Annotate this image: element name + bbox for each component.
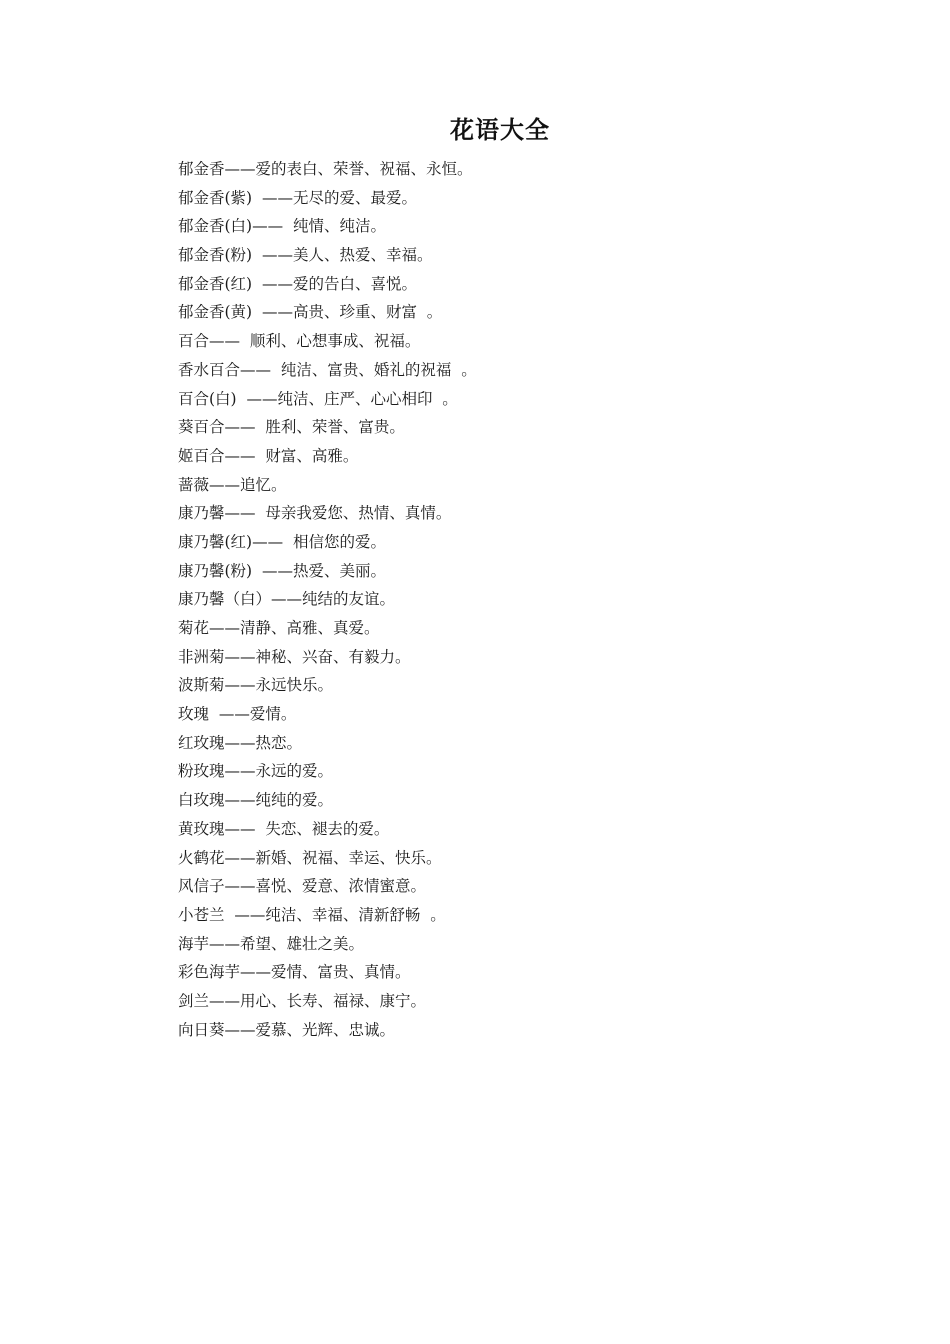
list-item: 康乃馨(粉) ——热爱、美丽。	[178, 561, 386, 580]
page-title: 花语大全	[450, 116, 550, 144]
list-item: 康乃馨(红)—— 相信您的爱。	[178, 532, 386, 551]
list-item: 葵百合—— 胜利、荣誉、富贵。	[178, 418, 405, 437]
list-item: 向日葵——爱慕、光辉、忠诚。	[178, 1020, 396, 1039]
flower-language-list	[178, 155, 477, 1044]
list-item: 火鹤花——新婚、祝福、幸运、快乐。	[178, 848, 442, 867]
list-item: 姬百合—— 财富、高雅。	[178, 446, 359, 465]
list-item: 康乃馨（白）——纯结的友谊。	[178, 590, 396, 609]
list-item: 郁金香(白)—— 纯情、纯洁。	[178, 217, 386, 236]
list-item: 玫瑰 ——爱情。	[178, 705, 297, 724]
list-item: 粉玫瑰——永远的爱。	[178, 762, 334, 781]
list-item: 百合(白) ——纯洁、庄严、心心相印 。	[178, 389, 458, 408]
list-item: 海芋——希望、雄壮之美。	[178, 934, 365, 953]
list-item: 郁金香——爱的表白、荣誉、祝福、永恒。	[178, 160, 473, 178]
list-item: 菊花——清静、高雅、真爱。	[178, 619, 380, 637]
list-item: 波斯菊——永远快乐。	[178, 676, 334, 695]
list-item: 风信子——喜悦、爱意、浓情蜜意。	[178, 877, 427, 896]
list-item: 郁金香(黄) ——高贵、珍重、财富 。	[178, 303, 443, 322]
list-item: 郁金香(紫) ——无尽的爱、最爱。	[178, 188, 417, 207]
list-item: 郁金香(粉) ——美人、热爱、幸福。	[178, 246, 433, 265]
list-item: 剑兰——用心、长寿、福禄、康宁。	[178, 991, 427, 1010]
list-item: 黄玫瑰—— 失恋、褪去的爱。	[178, 819, 390, 838]
list-item: 非洲菊——神秘、兴奋、有毅力。	[178, 647, 411, 666]
list-item: 小苍兰 ——纯洁、幸福、清新舒畅 。	[178, 905, 446, 924]
list-item: 蔷薇——追忆。	[178, 475, 287, 494]
list-item: 郁金香(红) ——爱的告白、喜悦。	[178, 274, 417, 293]
list-item: 百合—— 顺利、心想事成、祝福。	[178, 332, 421, 351]
list-item: 红玫瑰——热恋。	[178, 733, 303, 752]
list-item: 香水百合—— 纯洁、富贵、婚礼的祝福 。	[178, 360, 477, 379]
list-item: 康乃馨—— 母亲我爱您、热情、真情。	[178, 504, 452, 523]
list-item: 彩色海芋——爱情、富贵、真情。	[178, 963, 411, 982]
list-item: 白玫瑰——纯纯的爱。	[178, 791, 334, 810]
